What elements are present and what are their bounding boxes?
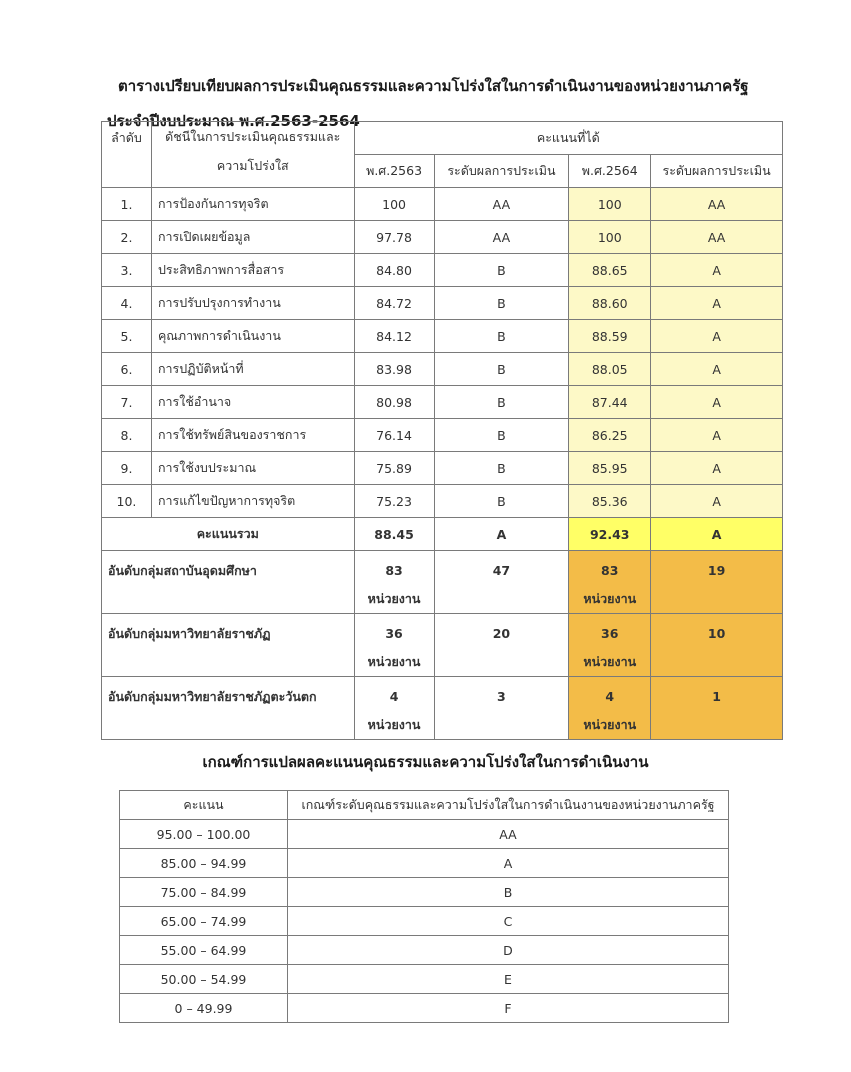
rank-total-2563-value: 4: [389, 689, 399, 704]
table-row: [102, 485, 783, 518]
table-row: [102, 353, 783, 386]
row-number: 8.: [102, 419, 152, 452]
row-score-2564: 100: [569, 221, 651, 254]
criteria-level: F: [288, 994, 729, 1023]
unit-label: หน่วยงาน: [583, 654, 637, 669]
row-score-2564: 87.44: [569, 386, 651, 419]
unit-label: หน่วยงาน: [367, 717, 421, 732]
header-index-line1: ดัชนีในการประเมินคุณธรรมและ: [165, 129, 341, 144]
row-level-2563: AA: [434, 188, 569, 221]
criteria-level: D: [288, 936, 729, 965]
table-row: [102, 386, 783, 419]
document-title: ตารางเปรียบเทียบผลการประเมินคุณธรรมและความโปร่งใสในการดำเนินงานของหน่วยงานภาครัฐ: [118, 77, 749, 95]
rank-row: [102, 614, 783, 677]
total-score-2563: 88.45: [354, 518, 434, 551]
criteria-row: [120, 907, 729, 936]
criteria-level: AA: [288, 820, 729, 849]
rank-position-2564: 10: [651, 614, 783, 677]
row-score-2563: 76.14: [354, 419, 434, 452]
table-row: [102, 419, 783, 452]
header-level-2564: ระดับผลการประเมิน: [651, 155, 783, 188]
table-row: [102, 452, 783, 485]
rank-total-2563: [354, 677, 434, 740]
row-number: 4.: [102, 287, 152, 320]
criteria-row: [120, 994, 729, 1023]
table-row: [102, 188, 783, 221]
row-number: 10.: [102, 485, 152, 518]
rank-total-2564-value: 36: [601, 626, 619, 641]
rank-row: [102, 551, 783, 614]
header-index-line2: ความโปร่งใส: [216, 158, 289, 173]
unit-label: หน่วยงาน: [583, 717, 637, 732]
table-row: [102, 320, 783, 353]
criteria-level: E: [288, 965, 729, 994]
row-index-name: การป้องกันการทุจริต: [151, 188, 354, 221]
row-number: 3.: [102, 254, 152, 287]
criteria-row: [120, 849, 729, 878]
row-level-2563: B: [434, 485, 569, 518]
header-row-1: [102, 122, 783, 155]
rank-total-2563: [354, 614, 434, 677]
header-index: [151, 122, 354, 188]
criteria-table: [119, 790, 729, 1023]
rank-total-2564: [569, 551, 651, 614]
table-row: [102, 287, 783, 320]
row-index-name: การปฏิบัติหน้าที่: [151, 353, 354, 386]
row-index-name: การใช้อำนาจ: [151, 386, 354, 419]
row-level-2563: B: [434, 386, 569, 419]
rank-position-2563: 47: [434, 551, 569, 614]
row-level-2564: A: [651, 485, 783, 518]
row-number: 9.: [102, 452, 152, 485]
header-year-2563: พ.ศ.2563: [354, 155, 434, 188]
criteria-range: 50.00 – 54.99: [120, 965, 288, 994]
row-level-2564: A: [651, 386, 783, 419]
row-score-2564: 85.95: [569, 452, 651, 485]
row-score-2564: 88.05: [569, 353, 651, 386]
criteria-range: 75.00 – 84.99: [120, 878, 288, 907]
row-score-2563: 75.23: [354, 485, 434, 518]
header-order: ลำดับ: [102, 122, 152, 188]
rank-label: อันดับกลุ่มมหาวิทยาลัยราชภัฏตะวันตก: [102, 677, 355, 740]
row-score-2564: 85.36: [569, 485, 651, 518]
row-score-2563: 75.89: [354, 452, 434, 485]
row-level-2564: AA: [651, 221, 783, 254]
rank-row: [102, 677, 783, 740]
criteria-range: 65.00 – 74.99: [120, 907, 288, 936]
rank-label: อันดับกลุ่มมหาวิทยาลัยราชภัฏ: [102, 614, 355, 677]
criteria-range: 85.00 – 94.99: [120, 849, 288, 878]
row-number: 6.: [102, 353, 152, 386]
table-row: [102, 221, 783, 254]
row-number: 7.: [102, 386, 152, 419]
rank-total-2564-value: 83: [601, 563, 619, 578]
document-subtitle: ประจำปีงบประมาณ พ.ศ.2563-2564: [107, 112, 360, 130]
criteria-header-level: เกณฑ์ระดับคุณธรรมและความโปร่งใสในการดำเนินงานของหน่วยงานภาครัฐ: [288, 791, 729, 820]
table-row: [102, 254, 783, 287]
rank-total-2564-value: 4: [605, 689, 615, 704]
header-level-2563: ระดับผลการประเมิน: [434, 155, 569, 188]
row-level-2564: A: [651, 254, 783, 287]
row-index-name: การใช้งบประมาณ: [151, 452, 354, 485]
rank-total-2564: [569, 614, 651, 677]
comparison-table: [101, 121, 783, 740]
unit-label: หน่วยงาน: [367, 654, 421, 669]
rank-total-2564: [569, 677, 651, 740]
row-score-2564: 88.59: [569, 320, 651, 353]
criteria-row: [120, 936, 729, 965]
row-level-2563: B: [434, 254, 569, 287]
total-label: คะแนนรวม: [102, 518, 355, 551]
row-level-2563: B: [434, 419, 569, 452]
rank-position-2563: 3: [434, 677, 569, 740]
row-score-2563: 84.72: [354, 287, 434, 320]
row-index-name: การแก้ไขปัญหาการทุจริต: [151, 485, 354, 518]
rank-position-2563: 20: [434, 614, 569, 677]
row-level-2564: A: [651, 452, 783, 485]
total-level-2563: A: [434, 518, 569, 551]
row-index-name: การปรับปรุงการทำงาน: [151, 287, 354, 320]
row-number: 2.: [102, 221, 152, 254]
row-number: 1.: [102, 188, 152, 221]
row-score-2564: 88.60: [569, 287, 651, 320]
rank-total-2563-value: 36: [385, 626, 403, 641]
criteria-range: 55.00 – 64.99: [120, 936, 288, 965]
row-level-2563: B: [434, 452, 569, 485]
header-score-group: คะแนนที่ได้: [354, 122, 782, 155]
row-level-2564: A: [651, 287, 783, 320]
row-level-2563: B: [434, 287, 569, 320]
row-score-2563: 100: [354, 188, 434, 221]
rank-total-2563: [354, 551, 434, 614]
total-score-2564: 92.43: [569, 518, 651, 551]
row-number: 5.: [102, 320, 152, 353]
row-level-2564: A: [651, 320, 783, 353]
row-score-2563: 84.12: [354, 320, 434, 353]
row-level-2564: A: [651, 353, 783, 386]
header-year-2564: พ.ศ.2564: [569, 155, 651, 188]
criteria-level: B: [288, 878, 729, 907]
criteria-row: [120, 965, 729, 994]
criteria-level: A: [288, 849, 729, 878]
rank-position-2564: 1: [651, 677, 783, 740]
criteria-row: [120, 820, 729, 849]
row-level-2563: B: [434, 320, 569, 353]
row-score-2563: 97.78: [354, 221, 434, 254]
total-row: [102, 518, 783, 551]
row-index-name: การเปิดเผยข้อมูล: [151, 221, 354, 254]
row-score-2563: 83.98: [354, 353, 434, 386]
unit-label: หน่วยงาน: [583, 591, 637, 606]
total-level-2564: A: [651, 518, 783, 551]
criteria-range: 95.00 – 100.00: [120, 820, 288, 849]
criteria-title: เกณฑ์การแปลผลคะแนนคุณธรรมและความโปร่งใสในการดำเนินงาน: [202, 753, 649, 771]
row-score-2563: 84.80: [354, 254, 434, 287]
row-score-2563: 80.98: [354, 386, 434, 419]
row-score-2564: 86.25: [569, 419, 651, 452]
criteria-header-score: คะแนน: [120, 791, 288, 820]
row-level-2563: B: [434, 353, 569, 386]
row-level-2564: A: [651, 419, 783, 452]
criteria-range: 0 – 49.99: [120, 994, 288, 1023]
row-score-2564: 88.65: [569, 254, 651, 287]
row-index-name: คุณภาพการดำเนินงาน: [151, 320, 354, 353]
rank-position-2564: 19: [651, 551, 783, 614]
criteria-level: C: [288, 907, 729, 936]
criteria-header-row: [120, 791, 729, 820]
rank-total-2563-value: 83: [385, 563, 403, 578]
row-level-2563: AA: [434, 221, 569, 254]
rank-label: อันดับกลุ่มสถาบันอุดมศึกษา: [102, 551, 355, 614]
row-score-2564: 100: [569, 188, 651, 221]
criteria-row: [120, 878, 729, 907]
row-index-name: ประสิทธิภาพการสื่อสาร: [151, 254, 354, 287]
unit-label: หน่วยงาน: [367, 591, 421, 606]
row-level-2564: AA: [651, 188, 783, 221]
row-index-name: การใช้ทรัพย์สินของราชการ: [151, 419, 354, 452]
